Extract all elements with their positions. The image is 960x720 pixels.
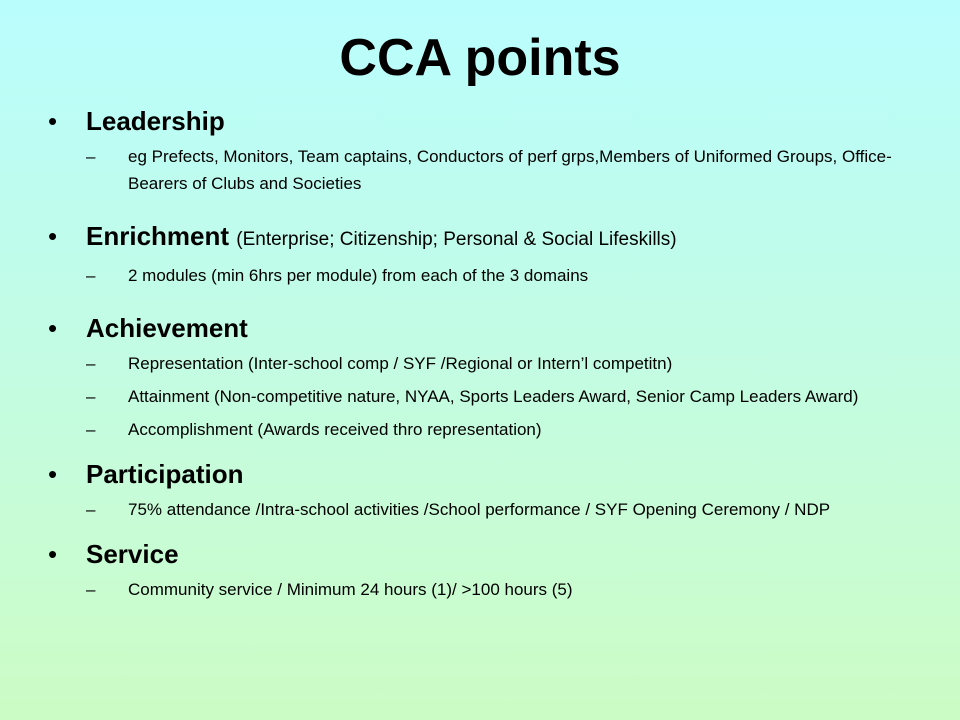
list-item-text: Attainment (Non-competitive nature, NYAA, Sports Leaders Award, Senior Camp Leaders Award) (128, 387, 859, 406)
section-enrichment (48, 217, 928, 289)
bullet-list (48, 102, 928, 609)
heading-text: Service (86, 539, 179, 569)
heading-text: Leadership (86, 106, 225, 136)
sub-list (86, 262, 928, 289)
sub-list (86, 576, 928, 603)
section-heading (86, 309, 928, 347)
list-item (86, 262, 928, 289)
dash-icon: – (86, 580, 96, 599)
dash-icon: – (86, 147, 96, 166)
sub-list (86, 496, 928, 523)
dash-icon: – (86, 500, 96, 519)
heading-text: Enrichment (86, 221, 230, 251)
sub-list (86, 143, 928, 197)
dash-icon: – (86, 354, 96, 373)
list-item-text: 75% attendance /Intra-school activities /School performance / SYF Opening Ceremony / NDP (128, 500, 831, 519)
list-item (86, 576, 928, 603)
bullet-icon: • (48, 459, 58, 489)
sub-list (86, 350, 928, 443)
list-item (86, 350, 928, 377)
list-item (86, 416, 928, 443)
dash-icon: – (86, 387, 96, 406)
list-item-text: 2 modules (min 6hrs per module) from each of the 3 domains (128, 266, 589, 285)
heading-text: Participation (86, 459, 244, 489)
section-service (48, 535, 928, 603)
list-item (86, 143, 928, 197)
bullet-icon: • (48, 313, 58, 343)
slide-title: CCA points (339, 29, 621, 87)
section-heading (86, 535, 928, 573)
list-item-text: Community service / Minimum 24 hours (1)/ >100 hours (5) (128, 580, 573, 599)
bullet-icon: • (48, 539, 58, 569)
bullet-icon: • (48, 106, 58, 136)
section-participation (48, 455, 928, 523)
list-item (86, 383, 928, 410)
section-heading (86, 102, 928, 140)
list-item (86, 496, 928, 523)
section-leadership (48, 102, 928, 197)
heading-text: Achievement (86, 313, 248, 343)
section-achievement (48, 309, 928, 443)
dash-icon: – (86, 266, 96, 285)
list-item-text: Representation (Inter-school comp / SYF /Regional or Intern’l competitn) (128, 354, 673, 373)
heading-subtext: (Enterprise; Citizenship; Personal & Social Lifeskills) (236, 229, 677, 250)
dash-icon: – (86, 420, 96, 439)
list-item-text: eg Prefects, Monitors, Team captains, Conductors of perf grps,Members of Uniformed Groups, Office-Bearers of Clubs and Societies (128, 147, 892, 193)
list-item-text: Accomplishment (Awards received thro representation) (128, 420, 542, 439)
section-heading (86, 455, 928, 493)
bullet-icon: • (48, 221, 58, 251)
section-heading (86, 217, 928, 259)
